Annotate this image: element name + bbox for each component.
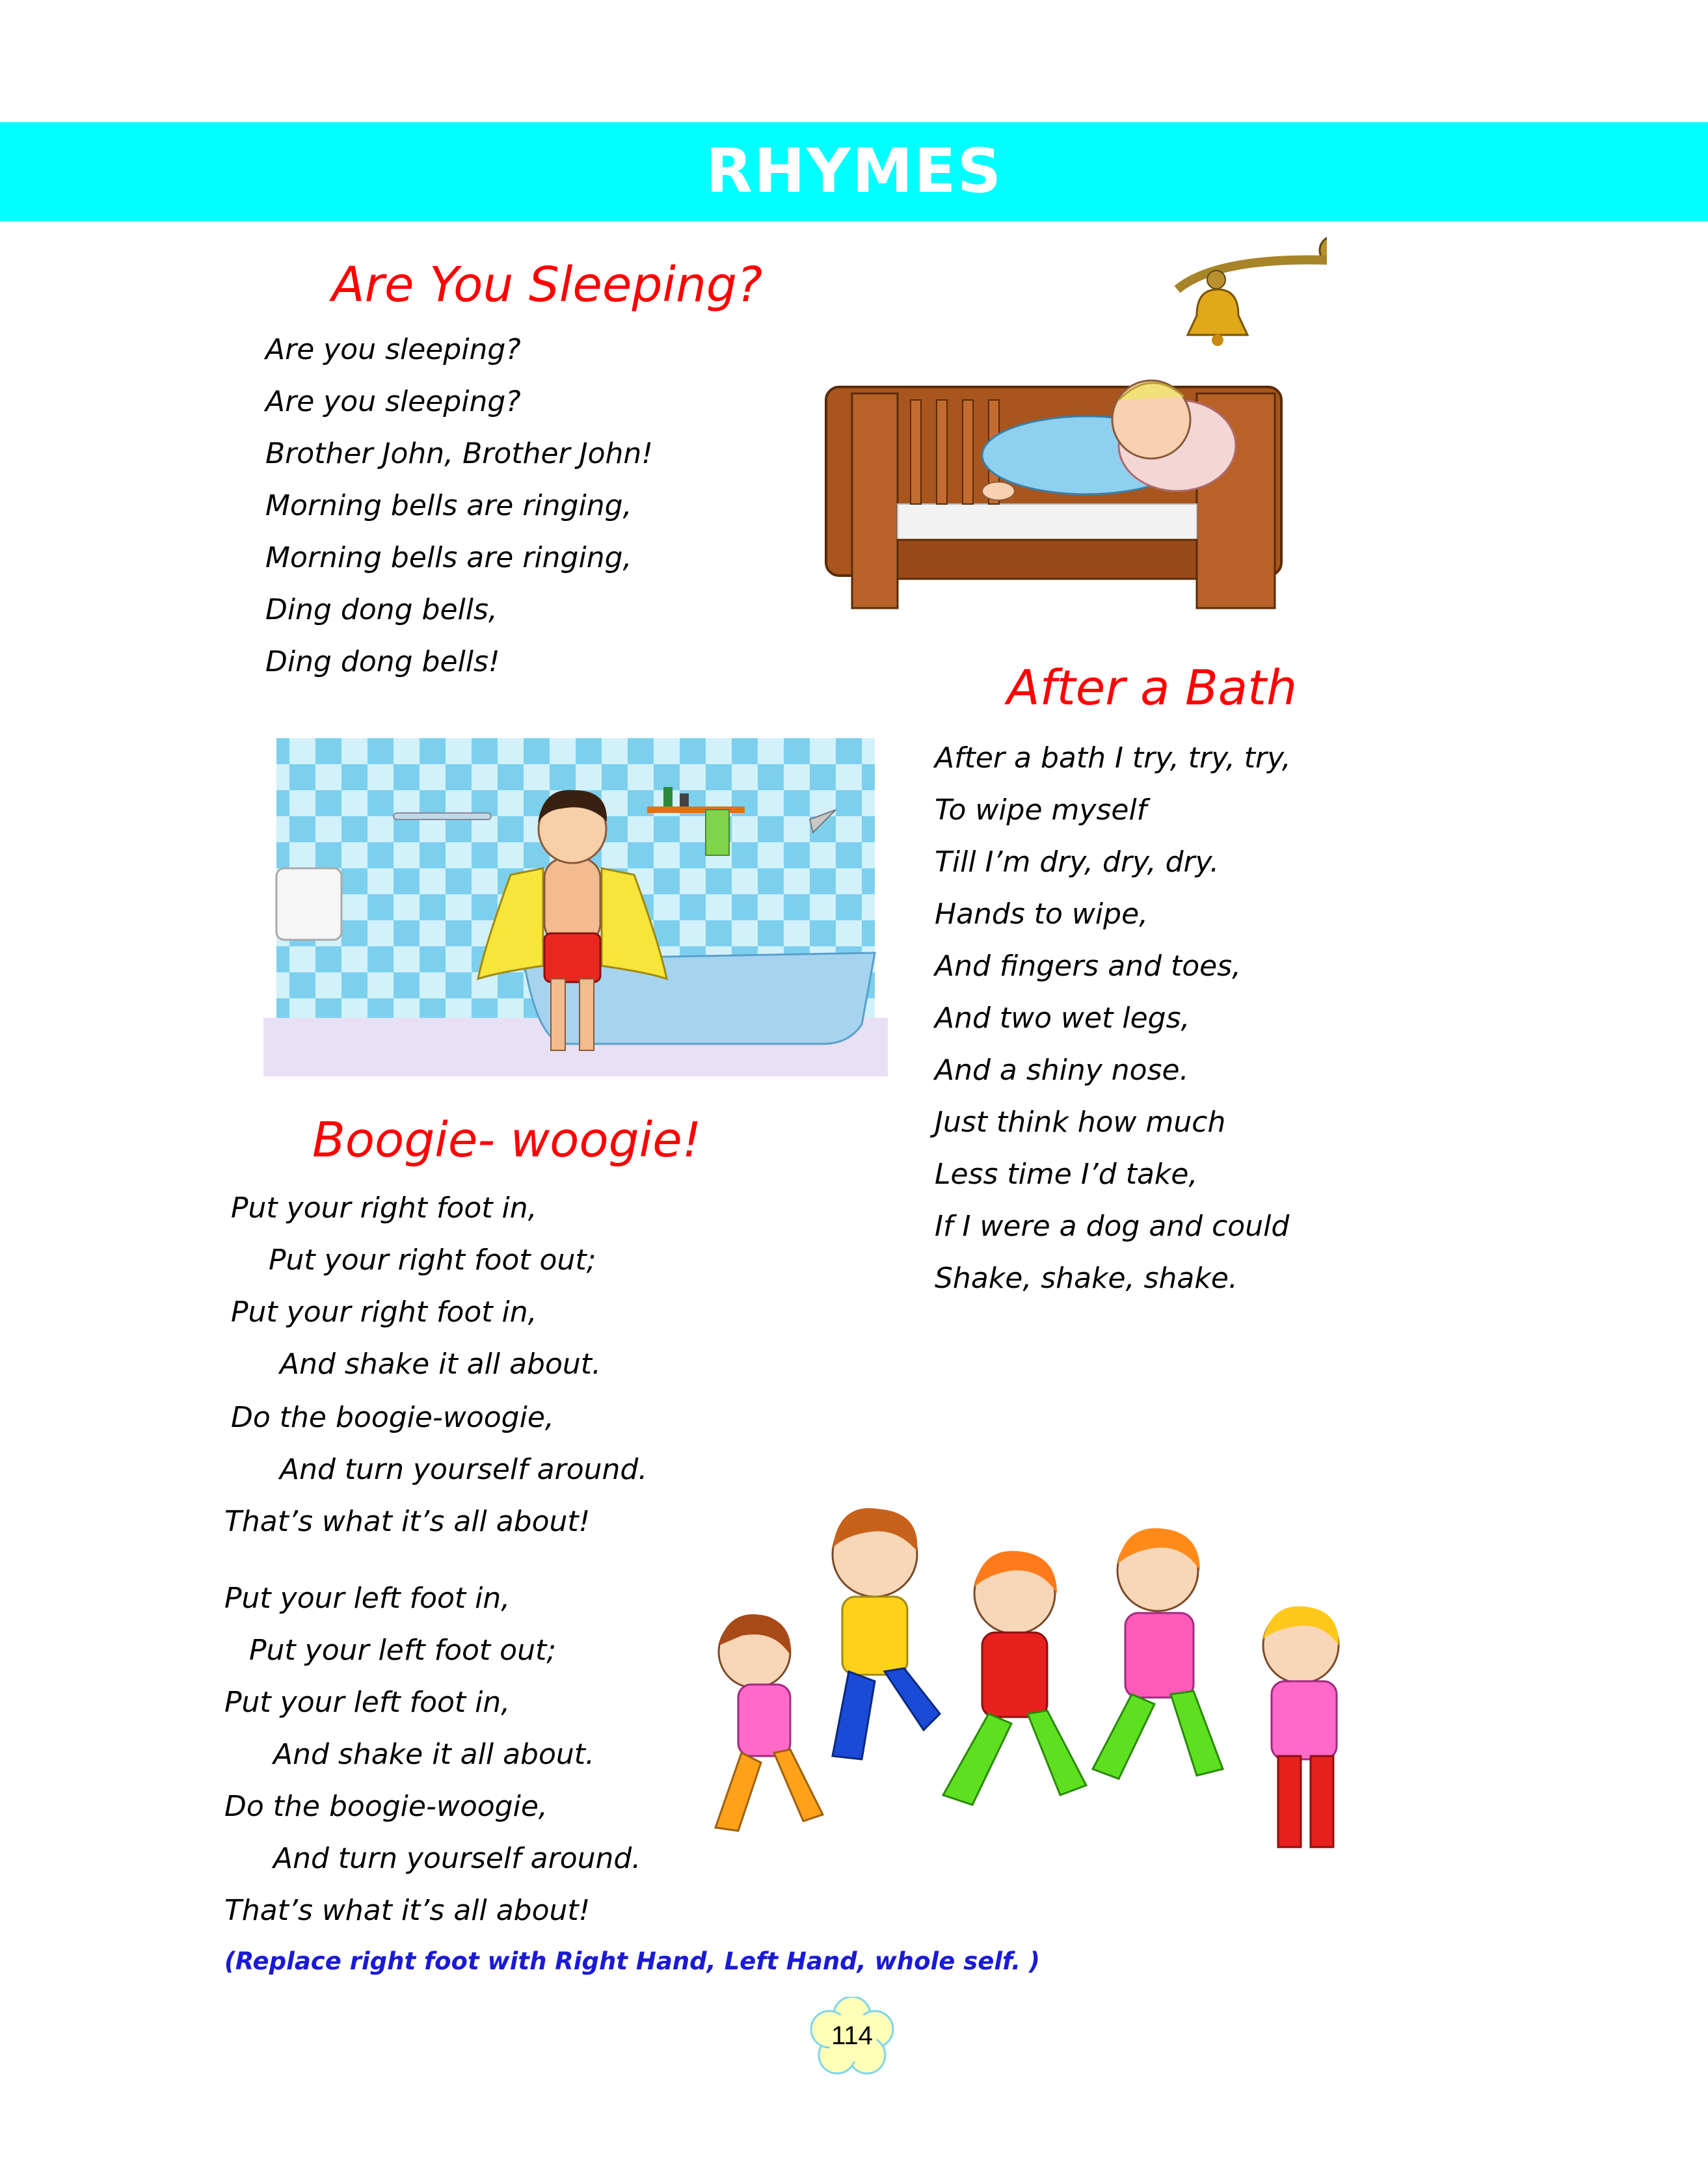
verse-line: And turn yourself around. [273, 1842, 641, 1875]
dancing-children-illustration [676, 1489, 1411, 1867]
page-number: 114 [831, 2021, 873, 2050]
verse-line: Do the boogie-woogie, [231, 1401, 554, 1434]
poem-are-you-sleeping-verse [265, 324, 653, 688]
page-title: RHYMES [705, 136, 1003, 207]
poem-title-boogie-woogie: Boogie- woogie! [312, 1112, 702, 1168]
title-banner [0, 122, 1708, 221]
child-2-icon [833, 1508, 940, 1759]
verse-line: Put your right foot in, [231, 1296, 537, 1329]
poem-after-a-bath-verse [935, 732, 1291, 1305]
poem-boogie-woogie-stanza-1 [231, 1182, 601, 1391]
verse-line: Hands to wipe, [935, 898, 1149, 931]
verse-line: And turn yourself around. [280, 1453, 648, 1486]
child-5-icon [1263, 1606, 1339, 1847]
verse-line: Brother John, Brother John! [265, 437, 653, 470]
child-3-icon [943, 1551, 1086, 1805]
verse-line: Put your left foot in, [224, 1582, 511, 1615]
verse-line: That’s what it’s all about! [224, 1505, 591, 1538]
verse-line: Put your left foot out; [249, 1634, 557, 1667]
sink-icon [276, 868, 341, 940]
verse-line: And shake it all about. [280, 1348, 602, 1381]
verse-line: Put your right foot in, [231, 1192, 537, 1225]
verse-line: Morning bells are ringing, [265, 541, 632, 574]
sleeping-baby-crib-illustration [813, 231, 1327, 634]
verse-line: That’s what it’s all about! [224, 1894, 591, 1927]
verse-line: After a bath I try, try, try, [935, 741, 1291, 775]
verse-line: Are you sleeping? [265, 385, 521, 418]
verse-line: And a shiny nose. [935, 1054, 1189, 1087]
poem-title-are-you-sleeping: Are You Sleeping? [332, 257, 763, 313]
verse-line: Less time I’d take, [935, 1158, 1198, 1191]
verse-line: Are you sleeping? [265, 333, 521, 366]
child-1-icon [715, 1614, 823, 1831]
verse-line: Ding dong bells! [265, 645, 500, 678]
bell-icon [1188, 289, 1248, 346]
verse-line: Put your left foot in, [224, 1686, 511, 1719]
page-number-badge [810, 1997, 894, 2075]
verse-line: Morning bells are ringing, [265, 489, 632, 522]
verse-line: Ding dong bells, [265, 593, 498, 626]
poem-boogie-woogie-stanza-3 [224, 1573, 641, 1937]
verse-line: To wipe myself [935, 793, 1147, 827]
bathroom-boy-towel-illustration [263, 738, 888, 1076]
verse-line: And two wet legs, [935, 1002, 1190, 1035]
poem-title-after-a-bath: After a Bath [1007, 660, 1298, 716]
verse-line: Do the boogie-woogie, [224, 1790, 548, 1823]
verse-line: And shake it all about. [273, 1738, 595, 1771]
verse-line: If I were a dog and could [935, 1210, 1290, 1243]
verse-line: Just think how much [935, 1106, 1226, 1139]
verse-line: Shake, shake, shake. [935, 1262, 1238, 1295]
verse-line: Put your right foot out; [269, 1244, 596, 1277]
child-4-icon [1093, 1528, 1223, 1779]
verse-line: Till I’m dry, dry, dry. [935, 846, 1220, 879]
instruction-note: (Replace right foot with Right Hand, Left Hand, whole self. ) [224, 1947, 1040, 1975]
verse-line: And fingers and toes, [935, 950, 1242, 983]
poem-boogie-woogie-stanza-2 [224, 1392, 648, 1548]
